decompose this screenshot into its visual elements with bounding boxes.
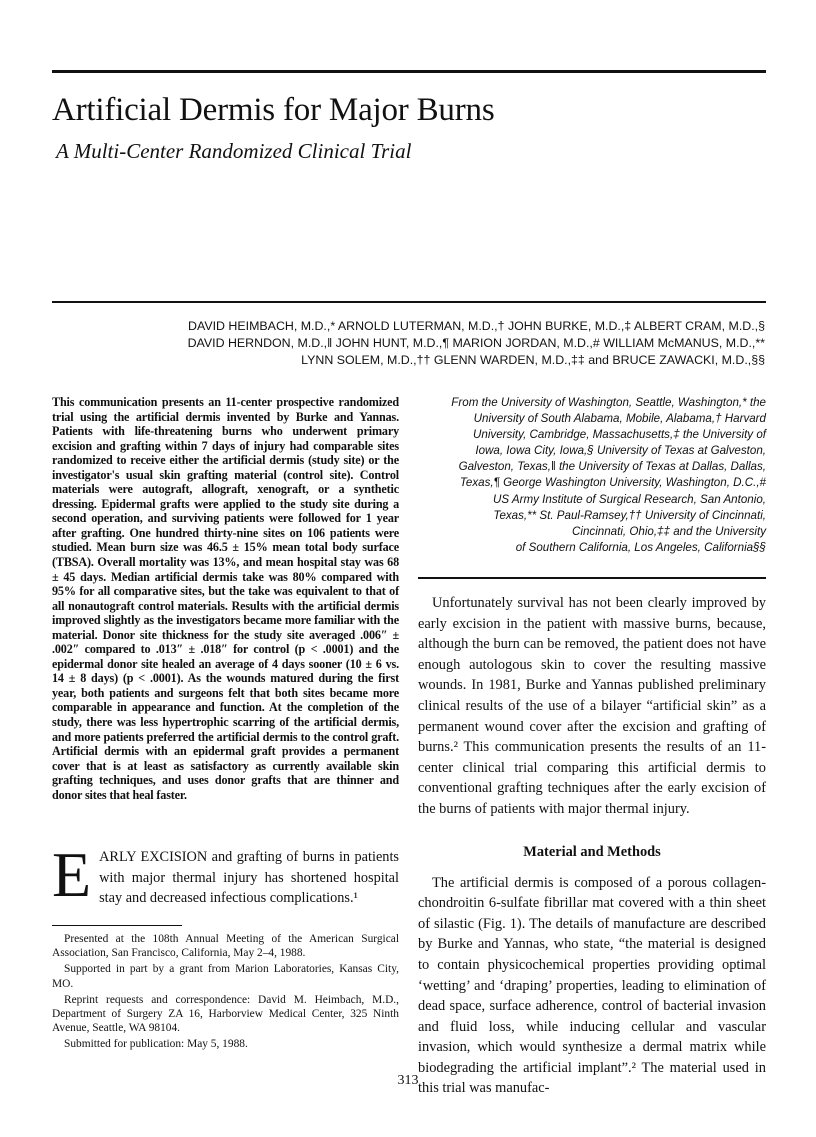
author-rule	[52, 301, 766, 303]
affiliation-line: of Southern California, Los Angeles, California§§	[515, 540, 766, 554]
affiliation-line: Texas,** St. Paul-Ramsey,†† University of Cincinnati,	[493, 508, 766, 522]
affiliations	[418, 395, 766, 556]
top-rule	[52, 70, 766, 73]
body-paragraph: Unfortunately survival has not been clearly improved by early excision in the patient with massive burns, because, although the burn can be removed, the patient does not have enough autologous skin to cover the resulting massive wounds. In 1981, Burke and Yannas published preliminary clinical results of the use of a bilayer “artificial skin” as a permanent wound cover after the excision and grafting of burns.² This communication presents the results of an 11-center clinical trial comparing this artificial dermis to conventional grafting techniques after the early excision of the burns of patients with major thermal injury.	[418, 595, 766, 817]
intro-paragraph	[52, 839, 399, 910]
footnote: Presented at the 108th Annual Meeting of the American Surgical Association, San Francisco, California, May 2–4, 1988.	[52, 933, 399, 960]
article-subtitle: A Multi-Center Randomized Clinical Trial	[56, 139, 412, 163]
footnotes	[52, 932, 399, 1054]
section-heading: Material and Methods	[523, 843, 661, 860]
intro-text: and grafting of burns in patients with major thermal injury has shortened hospital stay and decreased infectious complications.¹	[99, 849, 399, 906]
affiliation-line: University, Cambridge, Massachusetts,‡ the University of	[473, 428, 766, 442]
footnote: Supported in part by a grant from Marion Laboratories, Kansas City, MO.	[52, 963, 399, 990]
page-number: 313	[397, 1073, 419, 1088]
body-paragraph: The artificial dermis is composed of a porous collagen-chondroitin 6-sulfate fibrillar mat covered with a thin sheet of silastic (Fig. 1). The details of manufacture are described by Burke and Yannas, who state, “the material is designed to contain physicochemical properties providing optimal ‘wetting’ and ‘draping’ properties, leading to elimination of dead space, surface adherence, control of bacterial invasion and fluid loss, while inducing cellular and vascular invasion, which would synthesize a dermal matrix while biodegrading the artificial implant”.² The material used in this trial was manufac-	[418, 874, 766, 1097]
footnote: Reprint requests and correspondence: David M. Heimbach, M.D., Department of Surgery ZA 16, Harborview Medical Center, 325 Ninth Avenue, Seattle, WA 98104.	[52, 993, 399, 1035]
affiliation-line: Galveston, Texas,‖ the University of Texas at Dallas, Dallas,	[458, 460, 766, 474]
article-title: Artificial Dermis for Major Burns	[52, 92, 495, 128]
affiliation-line: US Army Institute of Surgical Research, San Antonio,	[492, 492, 766, 506]
affiliation-line: University of South Alabama, Mobile, Alabama,† Harvard	[473, 412, 766, 426]
abstract: This communication presents an 11-center prospective randomized trial using the artificial dermis invented by Burke and Yannas. Patients with life-threatening burns who underwent primary excision and grafting within 7 days of injury had comparable sites randomized to receive either the artificial dermis (study site) or the investigator's usual skin grafting material (control site). Control materials were autograft, allograft, xenograft, or a synthetic dressing. Epidermal grafts were applied to the study site during a second operation, and surviving patients were followed for 1 year after grafting. One hundred thirty-nine sites on 106 patients were studied. Mean burn size was 46.5 ± 15% mean total body surface (TBSA). Overall mortality was 13%, and mean hospital stay was 68 ± 45 days. Median artificial dermis take was 80% compared with 95% for all comparative sites, but the take was equivalent to that of all nonautograft control materials. Results with the artificial dermis improved slightly as the investigators became more familiar with the material. Donor site thickness for the study site averaged .006″ ± .002″ compared to .013″ ± .018″ for control (p < .0001) and the epidermal donor site healed an average of 4 days sooner (10 ± 6 vs. 14 ± 8 days) (p < .0001). As the wounds matured during the first year, both patients and surgeons felt that both sites became more comparable in appearance and function. At the completion of the study, there was less hypertrophic scarring of the artificial dermis, and more patients preferred the artificial dermis to the control graft. Artificial dermis with an epidermal graft provides a permanent cover that is at least as satisfactory as currently available skin grafting techniques, and uses donor grafts that are thinner and donor sites that heal faster.	[52, 395, 399, 802]
intro-smallcaps: ARLY EXCISION	[99, 849, 208, 865]
affiliation-line: Cincinnati, Ohio,‡‡ and the University	[572, 524, 766, 538]
affiliation-rule	[418, 577, 766, 579]
author-line: LYNN SOLEM, M.D.,†† GLENN WARDEN, M.D.,‡‡ and BRUCE ZAWACKI, M.D.,§§	[301, 353, 765, 367]
footnote-rule	[52, 925, 182, 926]
affiliation-line: Texas,¶ George Washington University, Washington, D.C.,#	[459, 476, 766, 490]
footnote: Submitted for publication: May 5, 1988.	[64, 1038, 248, 1051]
right-column	[418, 593, 766, 1099]
author-line: DAVID HEIMBACH, M.D.,* ARNOLD LUTERMAN, M.D.,† JOHN BURKE, M.D.,‡ ALBERT CRAM, M.D.,§	[188, 319, 765, 333]
affiliation-line: From the University of Washington, Seattle, Washington,* the	[451, 396, 766, 409]
affiliation-line: Iowa, Iowa City, Iowa,§ University of Texas at Galveston,	[475, 444, 766, 458]
author-line: DAVID HERNDON, M.D.,‖ JOHN HUNT, M.D.,¶ MARION JORDAN, M.D.,# WILLIAM McMANUS, M.D.,**	[187, 336, 765, 350]
author-list	[65, 318, 765, 369]
drop-cap: E	[52, 839, 92, 910]
